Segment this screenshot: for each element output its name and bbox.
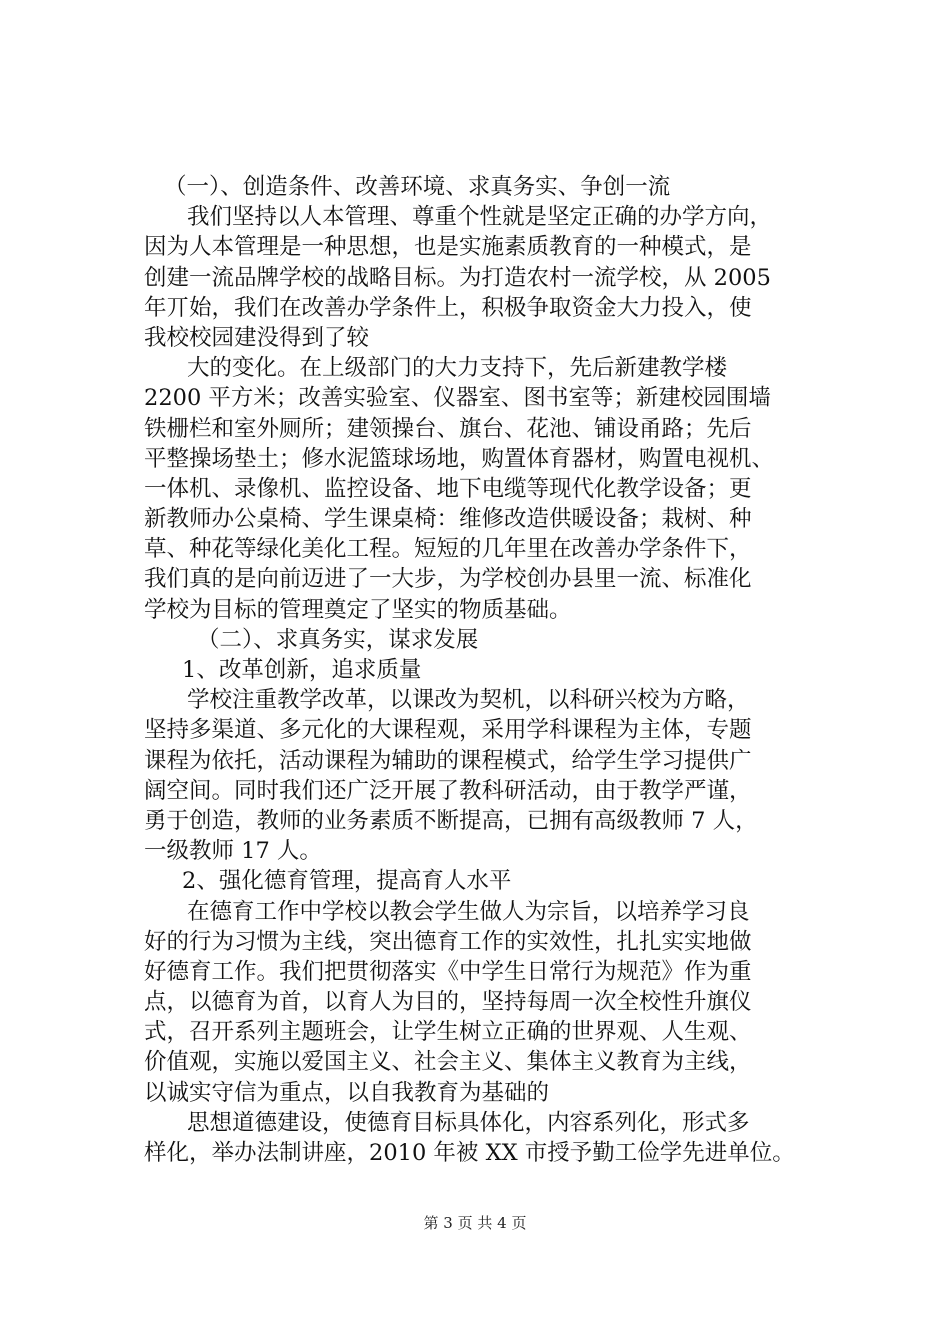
paragraph-line: 一级教师 17 人。	[144, 838, 322, 865]
section-heading-2: （二）、求真务实，谋求发展	[197, 626, 479, 653]
section-heading-1: （一）、创造条件、改善环境、求真务实、争创一流	[164, 174, 671, 200]
paragraph-line: 以诚实守信为重点，以自我教育为基础的	[144, 1079, 550, 1106]
paragraph-line: 勇于创造，教师的业务素质不断提高，已拥有高级教师 7 人，	[144, 807, 758, 834]
paragraph-line: 我们真的是向前迈进了一大步，为学校创办县里一流、标准化	[144, 566, 752, 593]
document-body	[144, 172, 834, 1168]
paragraph-line: 点，以德育为首，以育人为目的，坚持每周一次全校性升旗仪	[144, 989, 752, 1016]
paragraph-line: 一体机、录像机、监控设备、地下电缆等现代化教学设备；更	[144, 475, 752, 502]
paragraph-line: 我校校园建没得到了较	[144, 324, 370, 351]
subsection-heading-1: 1、改革创新，追求质量	[182, 657, 422, 683]
paragraph-line: 我们坚持以人本管理、尊重个性就是坚定正确的办学方向，	[187, 204, 773, 231]
paragraph-line: 课程为依托，活动课程为辅助的课程模式，给学生学习提供广	[144, 747, 752, 774]
paragraph-line: 好德育工作。我们把贯彻落实《中学生日常行为规范》作为重	[144, 958, 752, 985]
paragraph-line: 阔空间。同时我们还广泛开展了教科研活动，由于教学严谨，	[144, 777, 752, 804]
paragraph-line: 铁栅栏和室外厕所；建领操台、旗台、花池、铺设甬路；先后	[144, 415, 752, 442]
paragraph-line: 因为人本管理是一种思想，也是实施素质教育的一种模式，是	[144, 234, 752, 261]
paragraph-line: 新教师办公桌椅、学生课桌椅：维修改造供暖设备；栽树、种	[144, 506, 752, 533]
paragraph-line: 在德育工作中学校以教会学生做人为宗旨，以培养学习良	[187, 898, 750, 925]
paragraph-line: 年丌始，我们在改善办学条件上，积极争取资金大力投入，使	[144, 294, 752, 321]
paragraph-line: 草、种花等绿化美化工程。短短的几年里在改善办学条件下，	[144, 536, 752, 563]
paragraph-line: 平整操场垫土；修水泥篮球场地，购置体育器材，购置电视机、	[144, 445, 775, 472]
page-footer: 第 3 页 共 4 页	[423, 1214, 527, 1232]
paragraph-line: 好的行为习惯为主线，突出德育工作的实效性，扎扎实实地做	[144, 928, 752, 955]
paragraph-line: 样化，举办法制讲座，2010 年被 XX 市授予勤工俭学先进单位。	[144, 1140, 795, 1166]
paragraph-line: 价值观，实施以爱国主义、社会主义、集体主义教育为主线，	[144, 1049, 752, 1076]
paragraph-line: 学校注重教学改革，以课改为契机，以科研兴校为方略，	[187, 687, 750, 714]
paragraph-line: 大的变化。在上级部门的大力支持下，先后新建教学楼	[187, 355, 728, 382]
paragraph-line: 2200 平方米；改善实验室、仪器室、图书室等；新建校园围墙	[144, 385, 771, 412]
paragraph-line: 学校为目标的管理奠定了坚实的物质基础。	[144, 596, 572, 623]
paragraph-line: 思想道德建设，使德育目标具体化，内容系列化，形式多	[187, 1109, 750, 1136]
subsection-heading-2: 2、强化德育管理，提高育人水平	[182, 868, 512, 895]
paragraph-line: 坚持多渠道、多元化的大课程观，采用学科课程为主体，专题	[144, 717, 752, 744]
paragraph-line: 创建一流品牌学校的战略目标。为打造农村一流学校，从 2005	[144, 264, 771, 291]
paragraph-line: 式，召开系列主题班会，让学生树立正确的世界观、人生观、	[144, 1019, 752, 1046]
